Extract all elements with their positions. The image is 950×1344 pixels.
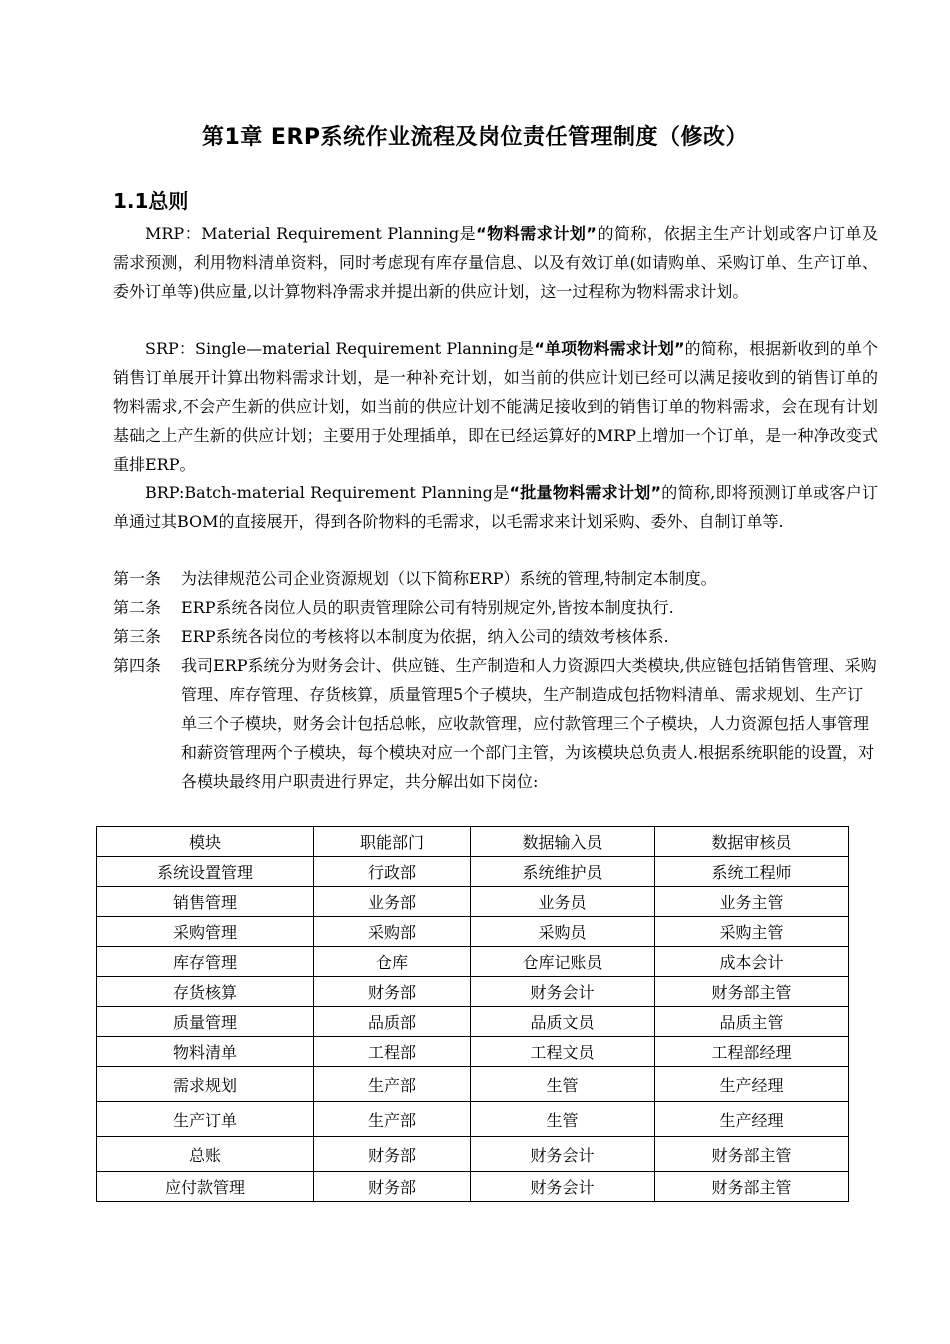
table-cell: 财务会计 (471, 977, 655, 1007)
table-cell: 财务部 (314, 1172, 471, 1202)
table-cell: 需求规划 (97, 1067, 314, 1102)
article-label: 第一条 (113, 569, 162, 588)
table-cell: 财务部主管 (655, 1137, 849, 1172)
separator: ： (184, 224, 202, 243)
table-row (97, 917, 849, 947)
table-cell: 系统维护员 (471, 857, 655, 887)
table-cell: 财务会计 (471, 1172, 655, 1202)
table-cell: 工程文员 (471, 1037, 655, 1067)
table-cell: 财务部 (314, 1137, 471, 1172)
paragraph-mrp (113, 219, 878, 306)
table-cell: 采购管理 (97, 917, 314, 947)
article-text: ERP系统各岗位的考核将以本制度为依据，纳入公司的绩效考核体系. (181, 627, 669, 646)
table-header-row (97, 827, 849, 857)
article-text: 为法律规范公司企业资源规划（以下简称ERP）系统的管理,特制定本制度。 (181, 569, 717, 588)
table-cell: 工程部经理 (655, 1037, 849, 1067)
article-4 (113, 651, 878, 796)
table-header-cell: 模块 (97, 827, 314, 857)
article-text: ERP系统各岗位人员的职责管理除公司有特别规定外,皆按本制度执行. (181, 598, 674, 617)
table-header-cell: 数据审核员 (655, 827, 849, 857)
table-cell: 行政部 (314, 857, 471, 887)
table-row (97, 947, 849, 977)
definition-text: 的简称，依据主生产计划或客户订单及需求预测，利用物料清单资料，同时考虑现有库存量信息、以及有效订单(如请购单、采购订单、生产订单、委外订单等)供应量,以计算物料净需求并提出新的供应计划，这一过程称为物料需求计划。 (113, 224, 878, 301)
connector: 是 (518, 339, 535, 358)
table-cell: 库存管理 (97, 947, 314, 977)
table-header-cell: 职能部门 (314, 827, 471, 857)
table-cell: 业务部 (314, 887, 471, 917)
table-row (97, 857, 849, 887)
table-cell: 生产订单 (97, 1102, 314, 1137)
table-cell: 生管 (471, 1067, 655, 1102)
table-cell: 工程部 (314, 1037, 471, 1067)
table-cell: 品质文员 (471, 1007, 655, 1037)
connector: 是 (459, 224, 477, 243)
abbr-mrp: MRP (145, 224, 185, 243)
table-cell: 采购部 (314, 917, 471, 947)
separator: : (179, 483, 185, 502)
table-cell: 品质部 (314, 1007, 471, 1037)
table-cell: 业务主管 (655, 887, 849, 917)
chapter-title: 第1章 ERP系统作业流程及岗位责任管理制度（修改） (201, 125, 749, 150)
table-cell: 物料清单 (97, 1037, 314, 1067)
table-cell: 仓库 (314, 947, 471, 977)
article-2 (113, 593, 878, 622)
article-1 (113, 564, 878, 593)
table-cell: 财务部主管 (655, 1172, 849, 1202)
table-cell: 生产部 (314, 1067, 471, 1102)
table-row (97, 887, 849, 917)
table-row (97, 1007, 849, 1037)
table-cell: 业务员 (471, 887, 655, 917)
article-label: 第四条 (113, 656, 162, 675)
table-cell: 成本会计 (655, 947, 849, 977)
abbr-srp: SRP (145, 339, 179, 358)
table-cell: 系统工程师 (655, 857, 849, 887)
table-cell: 销售管理 (97, 887, 314, 917)
table-cell: 财务会计 (471, 1137, 655, 1172)
roles-table (96, 826, 849, 1202)
table-cell: 生产经理 (655, 1067, 849, 1102)
english-term: Single—material Requirement Planning (195, 339, 519, 358)
term-srp: “单项物料需求计划” (534, 339, 685, 358)
table-cell: 应付款管理 (97, 1172, 314, 1202)
english-term: Material Requirement Planning (201, 224, 460, 243)
table-cell: 采购主管 (655, 917, 849, 947)
table-cell: 总账 (97, 1137, 314, 1172)
table-cell: 存货核算 (97, 977, 314, 1007)
table-cell: 质量管理 (97, 1007, 314, 1037)
table-cell: 财务部主管 (655, 977, 849, 1007)
table-cell: 生管 (471, 1102, 655, 1137)
table-cell: 生产部 (314, 1102, 471, 1137)
table-row (97, 1172, 849, 1202)
section-heading: 1.1总则 (113, 189, 189, 213)
table-cell: 品质主管 (655, 1007, 849, 1037)
table-cell: 仓库记账员 (471, 947, 655, 977)
article-label: 第二条 (113, 598, 162, 617)
connector: 是 (492, 483, 510, 502)
table-cell: 采购员 (471, 917, 655, 947)
table-cell: 生产经理 (655, 1102, 849, 1137)
table-row (97, 1137, 849, 1172)
table-header-cell: 数据输入员 (471, 827, 655, 857)
paragraph-brp (113, 478, 878, 536)
table-row (97, 977, 849, 1007)
separator: ： (178, 339, 196, 358)
definition-text: 的简称，根据新收到的单个销售订单展开计算出物料需求计划，是一种补充计划，如当前的供应计划已经可以满足接收到的销售订单的物料需求,不会产生新的供应计划，如当前的供应计划不能满足接收到的销售订单的物料需求，会在现有计划基础之上产生新的供应计划；主要用于处理插单，即在已经运算好的MRP上增加一个订单，是一种净改变式重排ERP。 (113, 339, 878, 474)
article-3 (113, 622, 878, 651)
abbr-brp: BRP (145, 483, 179, 502)
table-cell: 财务部 (314, 977, 471, 1007)
definition-text: 的简称,即将预测订单或客户订单通过其BOM的直接展开，得到各阶物料的毛需求，以毛需求来计划采购、委外、自制订单等. (113, 483, 878, 531)
table-row (97, 1102, 849, 1137)
english-term: Batch-material Requirement Planning (184, 483, 493, 502)
term-mrp: “物料需求计划” (476, 224, 597, 243)
table-row (97, 1067, 849, 1102)
paragraph-srp (113, 334, 878, 479)
term-brp: “批量物料需求计划” (509, 483, 662, 502)
table-row (97, 1037, 849, 1067)
table-cell: 系统设置管理 (97, 857, 314, 887)
article-text: 我司ERP系统分为财务会计、供应链、生产制造和人力资源四大类模块,供应链包括销售管理、采购管理、库存管理、存货核算，质量管理5个子模块，生产制造成包括物料清单、需求规划、生产订单三个子模块，财务会计包括总帐，应收款管理，应付款管理三个子模块，人力资源包括人事管理和薪资管理两个子模块，每个模块对应一个部门主管，为该模块总负责人.根据系统职能的设置，对各模块最终用户职责进行界定，共分解出如下岗位: (181, 656, 877, 791)
article-label: 第三条 (113, 627, 162, 646)
